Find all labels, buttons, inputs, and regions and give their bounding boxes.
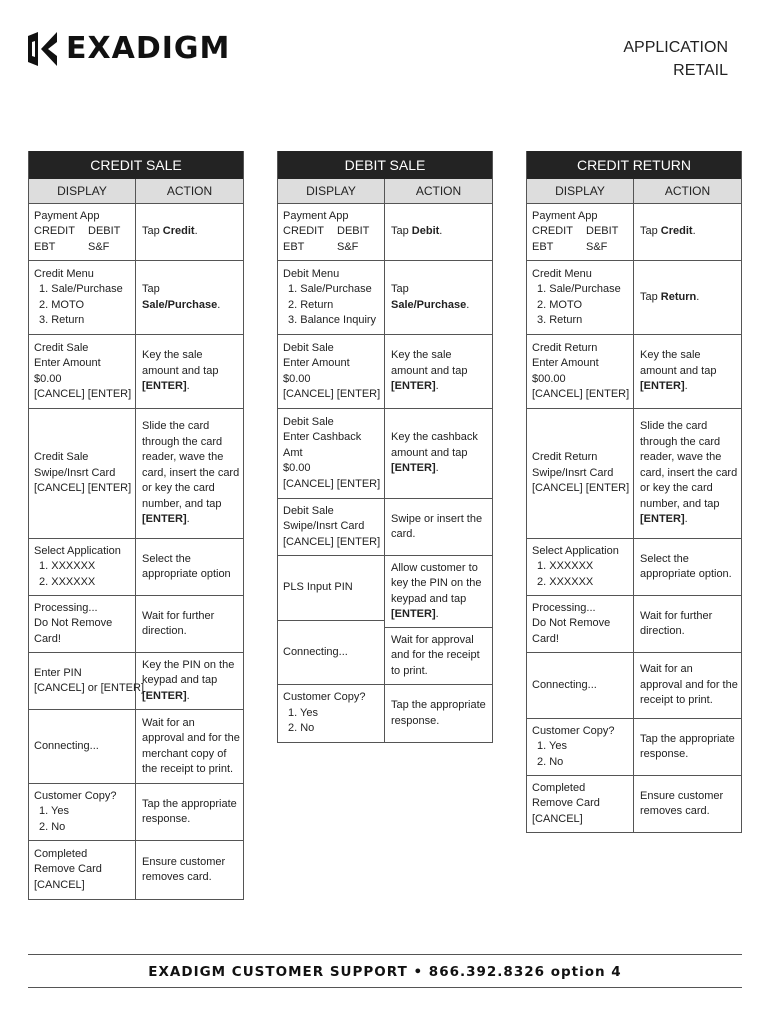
- action-cell: Allow customer to key the PIN on the keypad and tap [ENTER]. Wait for approval and for the receipt to print.: [385, 556, 492, 684]
- action-cell: Key the sale amount and tap [ENTER].: [640, 349, 717, 393]
- display-header: DISPLAY: [527, 179, 634, 203]
- table-row: [527, 596, 741, 653]
- action-cell: Tap Return.: [640, 290, 700, 303]
- table-row: [527, 719, 741, 776]
- display-cell: Credit Sale Swipe/Insrt Card [CANCEL] [ENTER]: [29, 409, 136, 538]
- debit-sale-title: DEBIT SALE: [278, 151, 492, 179]
- table-row: [29, 784, 243, 841]
- table-row: [29, 653, 243, 710]
- table-row: [29, 710, 243, 784]
- brand-name: EXADIGM: [66, 31, 231, 66]
- table-row: [527, 204, 741, 261]
- action-cell: Tap Debit.: [391, 225, 443, 238]
- display-cell: Select Application 1. XXXXXX 2. XXXXXX: [527, 539, 634, 595]
- display-cell: Credit Menu 1. Sale/Purchase 2. MOTO 3. Return: [29, 261, 136, 334]
- action-cell: Key the sale amount and tap [ENTER].: [142, 349, 219, 393]
- action-cell: Tap the appropriate response.: [391, 699, 486, 727]
- table-row: [278, 499, 492, 556]
- table-row: [29, 204, 243, 261]
- action-cell: Tap Credit.: [640, 225, 696, 238]
- action-cell: Wait for further direction.: [640, 609, 713, 637]
- brand-logo: [26, 30, 230, 68]
- display-header: DISPLAY: [29, 179, 136, 203]
- action-cell: Tap Credit.: [142, 225, 198, 238]
- display-cell: Credit Menu 1. Sale/Purchase 2. MOTO 3. Return: [527, 261, 634, 334]
- display-cell: Customer Copy? 1. Yes 2. No: [278, 685, 385, 742]
- display-cell: Connecting...: [527, 653, 634, 718]
- action-header: ACTION: [166, 184, 213, 198]
- display-cell: Debit Sale Enter Cashback Amt $0.00 [CANCEL] [ENTER]: [278, 409, 385, 498]
- table-row: [527, 335, 741, 409]
- title-line-retail: RETAIL: [673, 62, 728, 79]
- display-cell: Payment App CREDIT DEBIT EBT S&F: [278, 204, 385, 260]
- action-cell: Wait for further direction.: [142, 609, 215, 637]
- table-row: [527, 653, 741, 719]
- display-cell: Debit Menu 1. Sale/Purchase 2. Return 3. Balance Inquiry: [278, 261, 385, 334]
- table-row: [278, 409, 492, 499]
- display-cell: Credit Sale Enter Amount $0.00 [CANCEL] [ENTER]: [29, 335, 136, 408]
- table-row: [29, 841, 243, 899]
- table-row: [29, 409, 243, 539]
- display-cell: Customer Copy? 1. Yes 2. No: [29, 784, 136, 840]
- action-cell: Key the cashback amount and tap [ENTER].: [391, 431, 478, 475]
- display-cell: Payment App CREDIT DEBIT EBT S&F: [527, 204, 634, 260]
- table-row: [527, 409, 741, 539]
- action-cell: Wait for an approval and for the merchant copy of the receipt to print.: [142, 716, 240, 775]
- table-row: [278, 685, 492, 742]
- display-cell: Debit Sale Enter Amount $0.00 [CANCEL] [ENTER]: [278, 335, 385, 408]
- display-cell: Completed Remove Card [CANCEL]: [29, 841, 136, 899]
- debit-sale-table: [277, 151, 493, 743]
- table-row: [278, 335, 492, 409]
- action-cell: Slide the card through the card reader, wave the card, insert the card or key the card number, and tap [ENTER].: [640, 420, 738, 526]
- action-cell: Ensure customer removes card.: [142, 855, 226, 883]
- action-cell: Swipe or insert the card.: [391, 512, 483, 540]
- action-cell: Wait for an approval and for the receipt to print.: [640, 663, 738, 707]
- display-cell: Payment App CREDIT DEBIT EBT S&F: [29, 204, 136, 260]
- table-row: [278, 204, 492, 261]
- display-cell: Customer Copy? 1. Yes 2. No: [527, 719, 634, 775]
- display-cell: Processing... Do Not Remove Card!: [29, 596, 136, 652]
- display-cell: Processing... Do Not Remove Card!: [527, 596, 634, 652]
- table-row: [29, 539, 243, 596]
- action-cell: Tap Sale/Purchase.: [142, 283, 221, 311]
- credit-sale-header: [29, 179, 243, 204]
- table-row: [29, 261, 243, 335]
- action-cell: Key the PIN on the keypad and tap [ENTER].: [142, 658, 235, 702]
- exadigm-logo-icon: [26, 30, 60, 68]
- document-title: [623, 36, 728, 82]
- action-cell: Select the appropriate option.: [640, 552, 732, 580]
- action-cell: Ensure customer removes card.: [640, 789, 724, 817]
- display-cell: Connecting...: [29, 710, 136, 783]
- display-cell: Enter PIN [CANCEL] or [ENTER]: [29, 653, 136, 709]
- table-row: [29, 596, 243, 653]
- action-cell: Tap the appropriate response.: [640, 732, 735, 760]
- credit-sale-title: CREDIT SALE: [29, 151, 243, 179]
- credit-return-title: CREDIT RETURN: [527, 151, 741, 179]
- action-cell: Key the sale amount and tap [ENTER].: [391, 349, 468, 393]
- action-cell: Tap Sale/Purchase.: [391, 283, 470, 311]
- table-row: [29, 335, 243, 409]
- display-cell: Debit Sale Swipe/Insrt Card [CANCEL] [ENTER]: [278, 499, 385, 555]
- title-line-application: APPLICATION: [623, 39, 728, 56]
- table-row: [278, 261, 492, 335]
- table-row: [527, 539, 741, 596]
- action-cell: Select the appropriate option: [142, 552, 231, 580]
- display-cell: Select Application 1. XXXXXX 2. XXXXXX: [29, 539, 136, 595]
- debit-sale-header: [278, 179, 492, 204]
- display-header: DISPLAY: [278, 179, 385, 203]
- display-cell: Credit Return Swipe/Insrt Card [CANCEL] [ENTER]: [527, 409, 634, 538]
- customer-support-footer: EXADIGM CUSTOMER SUPPORT • 866.392.8326 option 4: [28, 954, 742, 988]
- credit-return-table: [526, 151, 742, 833]
- table-row: [278, 556, 492, 685]
- action-header: ACTION: [415, 184, 462, 198]
- display-cell: Completed Remove Card [CANCEL]: [527, 776, 634, 832]
- credit-return-header: [527, 179, 741, 204]
- table-row: [527, 261, 741, 335]
- action-header: ACTION: [664, 184, 711, 198]
- action-cell: Slide the card through the card reader, wave the card, insert the card or key the card number, and tap [ENTER].: [142, 420, 240, 526]
- action-cell: Tap the appropriate response.: [142, 797, 237, 825]
- table-row: [527, 776, 741, 832]
- display-cell: PLS Input PIN Connecting...: [278, 556, 385, 684]
- display-cell: Credit Return Enter Amount $00.00 [CANCEL] [ENTER]: [527, 335, 634, 408]
- credit-sale-table: [28, 151, 244, 900]
